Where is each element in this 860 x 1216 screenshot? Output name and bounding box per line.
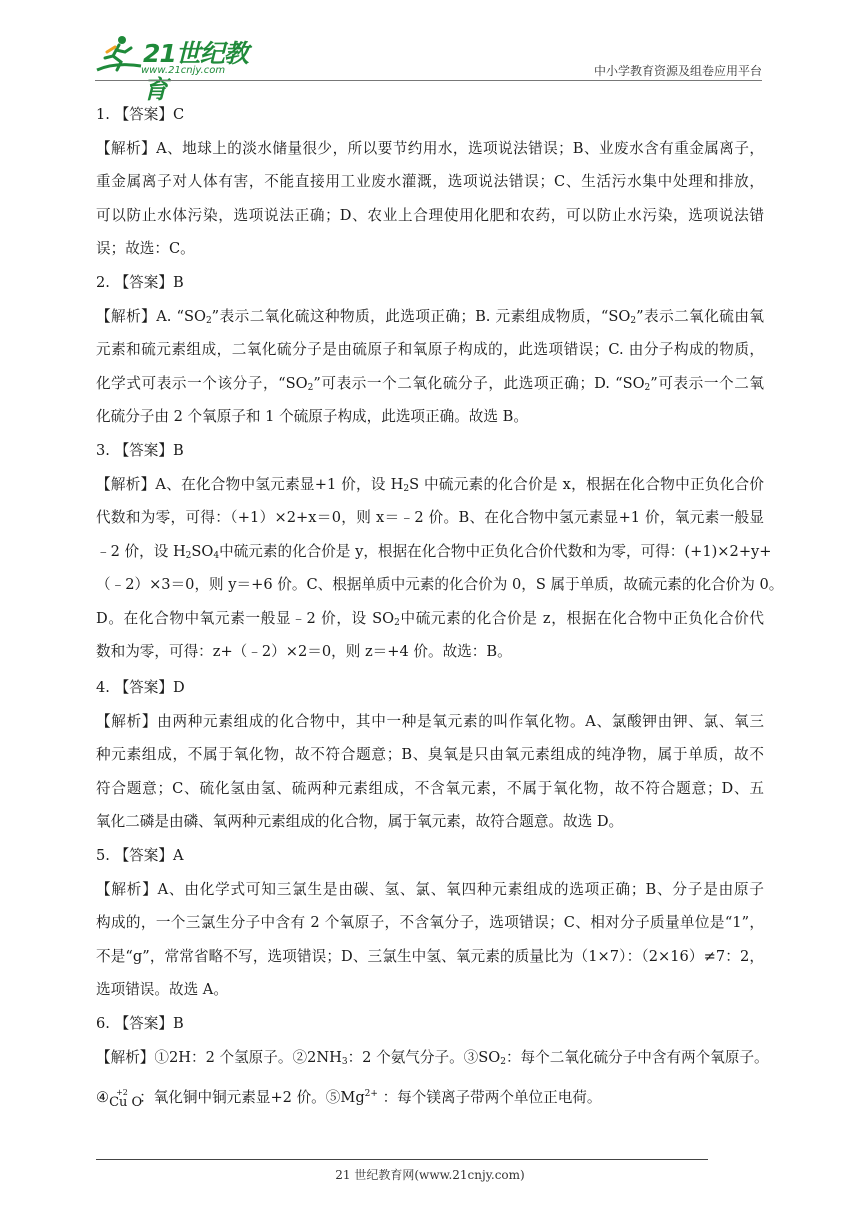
answer-1-label: 1. 【答案】C [96,106,185,123]
page-header [95,32,762,104]
answer-6-explain-line: ④ +2 Cu O ：氧化铜中铜元素显+2 价。$⑤Mg^{2+}$ ：每个镁离子带两个单位正电荷。 [96,1088,602,1110]
answer-4-explain-line: 氧化二磷是由磷、氧两种元素组成的化合物，属于氧元素，故符合题意。故选 D。 [96,813,624,830]
answer-1-explain-line: 误；故选：C。 [96,240,195,257]
answer-2-explain-line: 【解析】A. “$SO_2$”表示二氧化硫这种物质，此选项正确；B. 元素组成物质，“$SO_2$”表示二氧化硫由氧 [96,308,764,326]
answer-1-explain-line: 可以防止水体污染，选项说法正确；D、农业上合理使用化肥和农药，可以防止水污染，选项说法错 [96,207,764,224]
answer-5-explain-line: 【解析】A、由化学式可知三氯生是由碳、氢、氯、氧四种元素组成的选项正确；B、分子是由原子 [96,881,764,898]
answer-3-explain-line: 代数和为零，可得：（+1）×2+x＝0，则 x＝﹣2 价。B、在化合物中氢元素显+1 价，氧元素一般显 [96,509,764,526]
answer-4-label: 4. 【答案】D [96,679,185,696]
answer-3-explain-line: ﹣2 价，设 $H_2SO_4$中硫元素的化合价是 y，根据在化合物中正负化合价代数和为零，可得：(+1)×2+y+ [96,543,772,561]
footer-divider [96,1159,708,1160]
answer-2-explain-line: 元素和硫元素组成，二氧化硫分子是由硫原子和氧原子构成的，此选项错误；C. 由分子构成的物质， [96,341,764,358]
answer-3-explain-line: D。在化合物中氧元素一般显﹣2 价，设 $SO_2$中硫元素的化合价是 z，根据在化合物中正负化合价代 [96,610,764,628]
platform-title: 中小学教育资源及组卷应用平台 [593,64,762,78]
answer-1-explain-line: 【解析】A、地球上的淡水储量很少，所以要节约用水，选项说法错误；B、业废水含有重金属离子， [96,140,764,157]
answer-3-explain-line: 数和为零，可得：z+（﹣2）×2＝0，则 z＝+4 价。故选：B。 [96,643,512,660]
answer-4-explain-line: 【解析】由两种元素组成的化合物中，其中一种是氧元素的叫作氧化物。A、氯酸钾由钾、氯、氧三 [96,713,764,730]
answer-4-explain-line: 种元素组成，不属于氧化物，故不符合题意；B、臭氧是只由氧元素组成的纯净物，属于单质，故不 [96,746,764,763]
logo-text: 21世纪教育 [143,39,248,104]
answer-3-label: 3. 【答案】B [96,442,184,459]
answer-3-explain-line: 【解析】A、在化合物中氢元素显+1 价，设 $H_2S$ 中硫元素的化合价是 x，根据在化合物中正负化合价 [96,476,765,494]
answer-6-label: 6. 【答案】B [96,1015,184,1032]
answer-5-label: 5. 【答案】A [96,847,184,864]
answer-5-explain-line: 选项错误。故选 A。 [96,981,228,998]
header-divider [95,80,762,81]
site-logo [95,32,260,104]
runner-logo-icon [95,32,143,78]
answer-6-explain-line: 【解析】①2H：2 个氢原子。$②2NH_3$：2 个氨气分子。$③SO_2$：每个二氧化硫分子中含有两个氧原子。 [96,1049,769,1067]
answer-2-label: 2. 【答案】B [96,274,184,291]
answer-3-explain-line: （﹣2）×3＝0，则 y＝+6 价。C、根据单质中元素的化合价为 0，S 属于单质，故硫元素的化合价为 0。 [96,576,784,593]
answer-5-explain-line: 不是“g”，常常省略不写，选项错误；D、三氯生中氢、氧元素的质量比为（1×7）：（2×16）≠7：2， [96,948,764,965]
logo-url: www.21cnjy.com [141,65,226,76]
copper-oxide-valence-formula: +2 Cu O [109,1088,143,1110]
footer-text: 21 世纪教育网(www.21cnjy.com) [335,1168,525,1182]
answer-5-explain-line: 构成的，一个三氯生分子中含有 2 个氧原子，不含氧分子，选项错误；C、相对分子质量单位是“1”， [96,914,764,931]
answer-4-explain-line: 符合题意；C、硫化氢由氢、硫两种元素组成，不含氧元素，不属于氧化物，故不符合题意；D、五 [96,780,764,797]
answer-2-explain-line: 化硫分子由 2 个氧原子和 1 个硫原子构成，此选项正确。故选 B。 [96,408,528,425]
answer-2-explain-line: 化学式可表示一个该分子，“$SO_2$”可表示一个二氧化硫分子，此选项正确；D. “$SO_2$”可表示一个二氧 [96,375,764,393]
answer-1-explain-line: 重金属离子对人体有害，不能直接用工业废水灌溉，选项说法错误；C、生活污水集中处理和排放， [96,173,764,190]
